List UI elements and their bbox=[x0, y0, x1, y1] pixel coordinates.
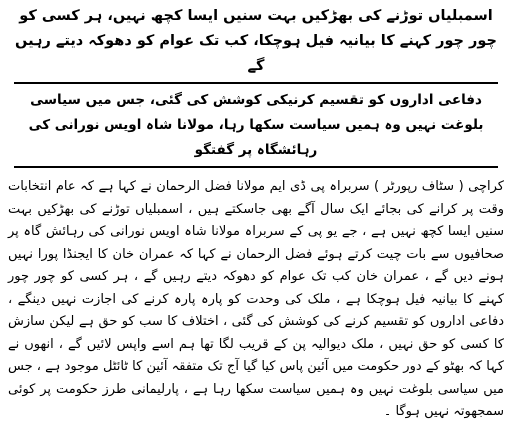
subheadline-divider bbox=[14, 166, 498, 168]
headline-divider bbox=[14, 82, 498, 84]
headline: اسمبلیاں توڑنے کی بھڑکیں بہت سنیں ایسا کچھ نہیں، ہر کسی کو چور چور کہنے کا بیانیہ فیل ہوچکا، کب تک عوام کو دھوکہ دیتے رہیں گے bbox=[15, 8, 497, 74]
article-body: کراچی ( سٹاف رپورٹر ) سربراہ پی ڈی ایم مولانا فضل الرحمان نے کہا ہے کہ عام انتخابات وقت پر کرانے کی بجائے ایک سال آگے بھی جاسکتے ہیں ، اسمبلیاں توڑنے کی بھڑکیں بہت سنیں ایسا کچھ نہیں ہے ، جے یو پی کے سربراہ مولانا شاہ اویس نورانی کی رہائش گاہ پر صحافیوں سے بات چیت کرتے ہوئے فضل الرحمان نے کہا کہ عمران خان کا ایجنڈا پورا نہیں ہونے دیں گے ، عمران خان کب تک عوام کو دھوکہ دیتے رہیں گے ، ہر کسی کو چور چور کہنے کا بیانیہ فیل ہوچکا ہے ، ملک کی وحدت کو پارہ پارہ کرنے کی اجازت نہیں دینگے ، دفاعی اداروں کو تقسیم کرنے کی کوشش کی گئی ، اختلاف کا سب کو حق ہے لیکن سازش کا کسی کو حق نہیں ، ملک دیوالیہ پن کے قریب لگا تھا ہم اسے واپس لائیں گے ، انھوں نے کہا کہ بھٹو کے دور حکومت میں آئین پاس کیا گیا آج تک متفقہ آئین کا ٹائٹل موجود ہے ، جس میں سیاسی بلوغت نہیں وہ ہمیں سیاست سکھا رہا ہے ، پارلیمانی طرز حکومت پر کوئی سمجھوتہ نہیں ہوگا ۔ bbox=[8, 179, 504, 419]
subheadline: دفاعی اداروں کو تقسیم کرنیکی کوشش کی گئی، جس میں سیاسی بلوغت نہیں وہ ہمیں سیاست سکھا رہا، مولانا شاہ اویس نورانی کی رہائشگاہ پر گفتگو bbox=[28, 92, 484, 158]
